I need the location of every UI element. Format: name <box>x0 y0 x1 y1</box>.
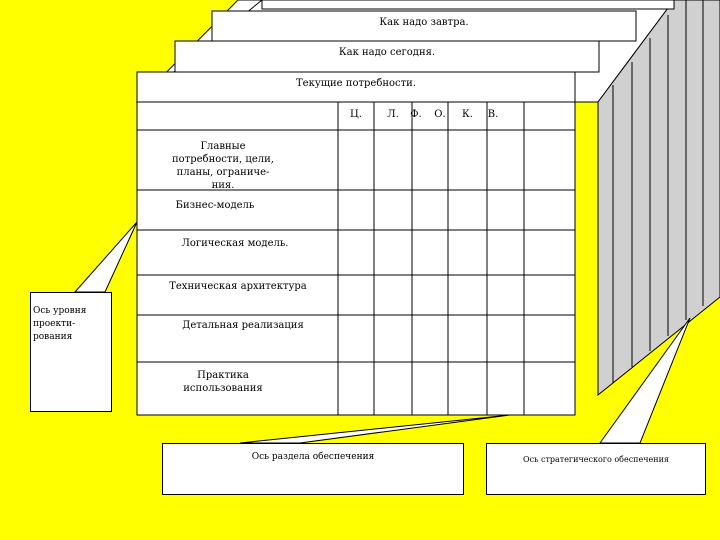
row-label-usage-practice: Практика использования <box>183 370 263 394</box>
callout-strategic-axis <box>486 443 706 495</box>
column-header-l: Л. <box>387 109 399 120</box>
row-label-business-model: Бизнес-модель <box>175 200 255 211</box>
row-label-main-needs: Главные потребности, цели, планы, ограниче-ния. <box>172 141 274 191</box>
callout-strategic-axis-text: Ось стратегического обеспечения <box>523 455 669 464</box>
row-label-logical-model: Логическая модель. <box>181 238 289 249</box>
column-header-v: В. <box>487 109 499 120</box>
layer-label-today: Как надо сегодня. <box>338 47 436 58</box>
layer-label-tomorrow: Как надо завтра. <box>379 17 469 28</box>
row-label-technical-architecture: Техническая архитектура <box>169 281 307 292</box>
column-header-o: О. <box>434 109 446 120</box>
column-header-f: Ф. <box>410 109 422 120</box>
callout-design-axis-text: Ось уровня проекти-рования <box>33 306 87 342</box>
callout-section-axis-text: Ось раздела обеспечения <box>251 452 375 462</box>
column-header-c: Ц. <box>350 109 362 120</box>
callout-section-axis <box>162 443 464 495</box>
row-label-detailed-implementation: Детальная реализация <box>182 320 304 331</box>
layer-label-current: Текущие потребности. <box>296 78 416 89</box>
callout-design-axis <box>30 292 112 412</box>
layer-panel-back-top <box>262 0 674 9</box>
column-header-k: К. <box>462 109 473 120</box>
